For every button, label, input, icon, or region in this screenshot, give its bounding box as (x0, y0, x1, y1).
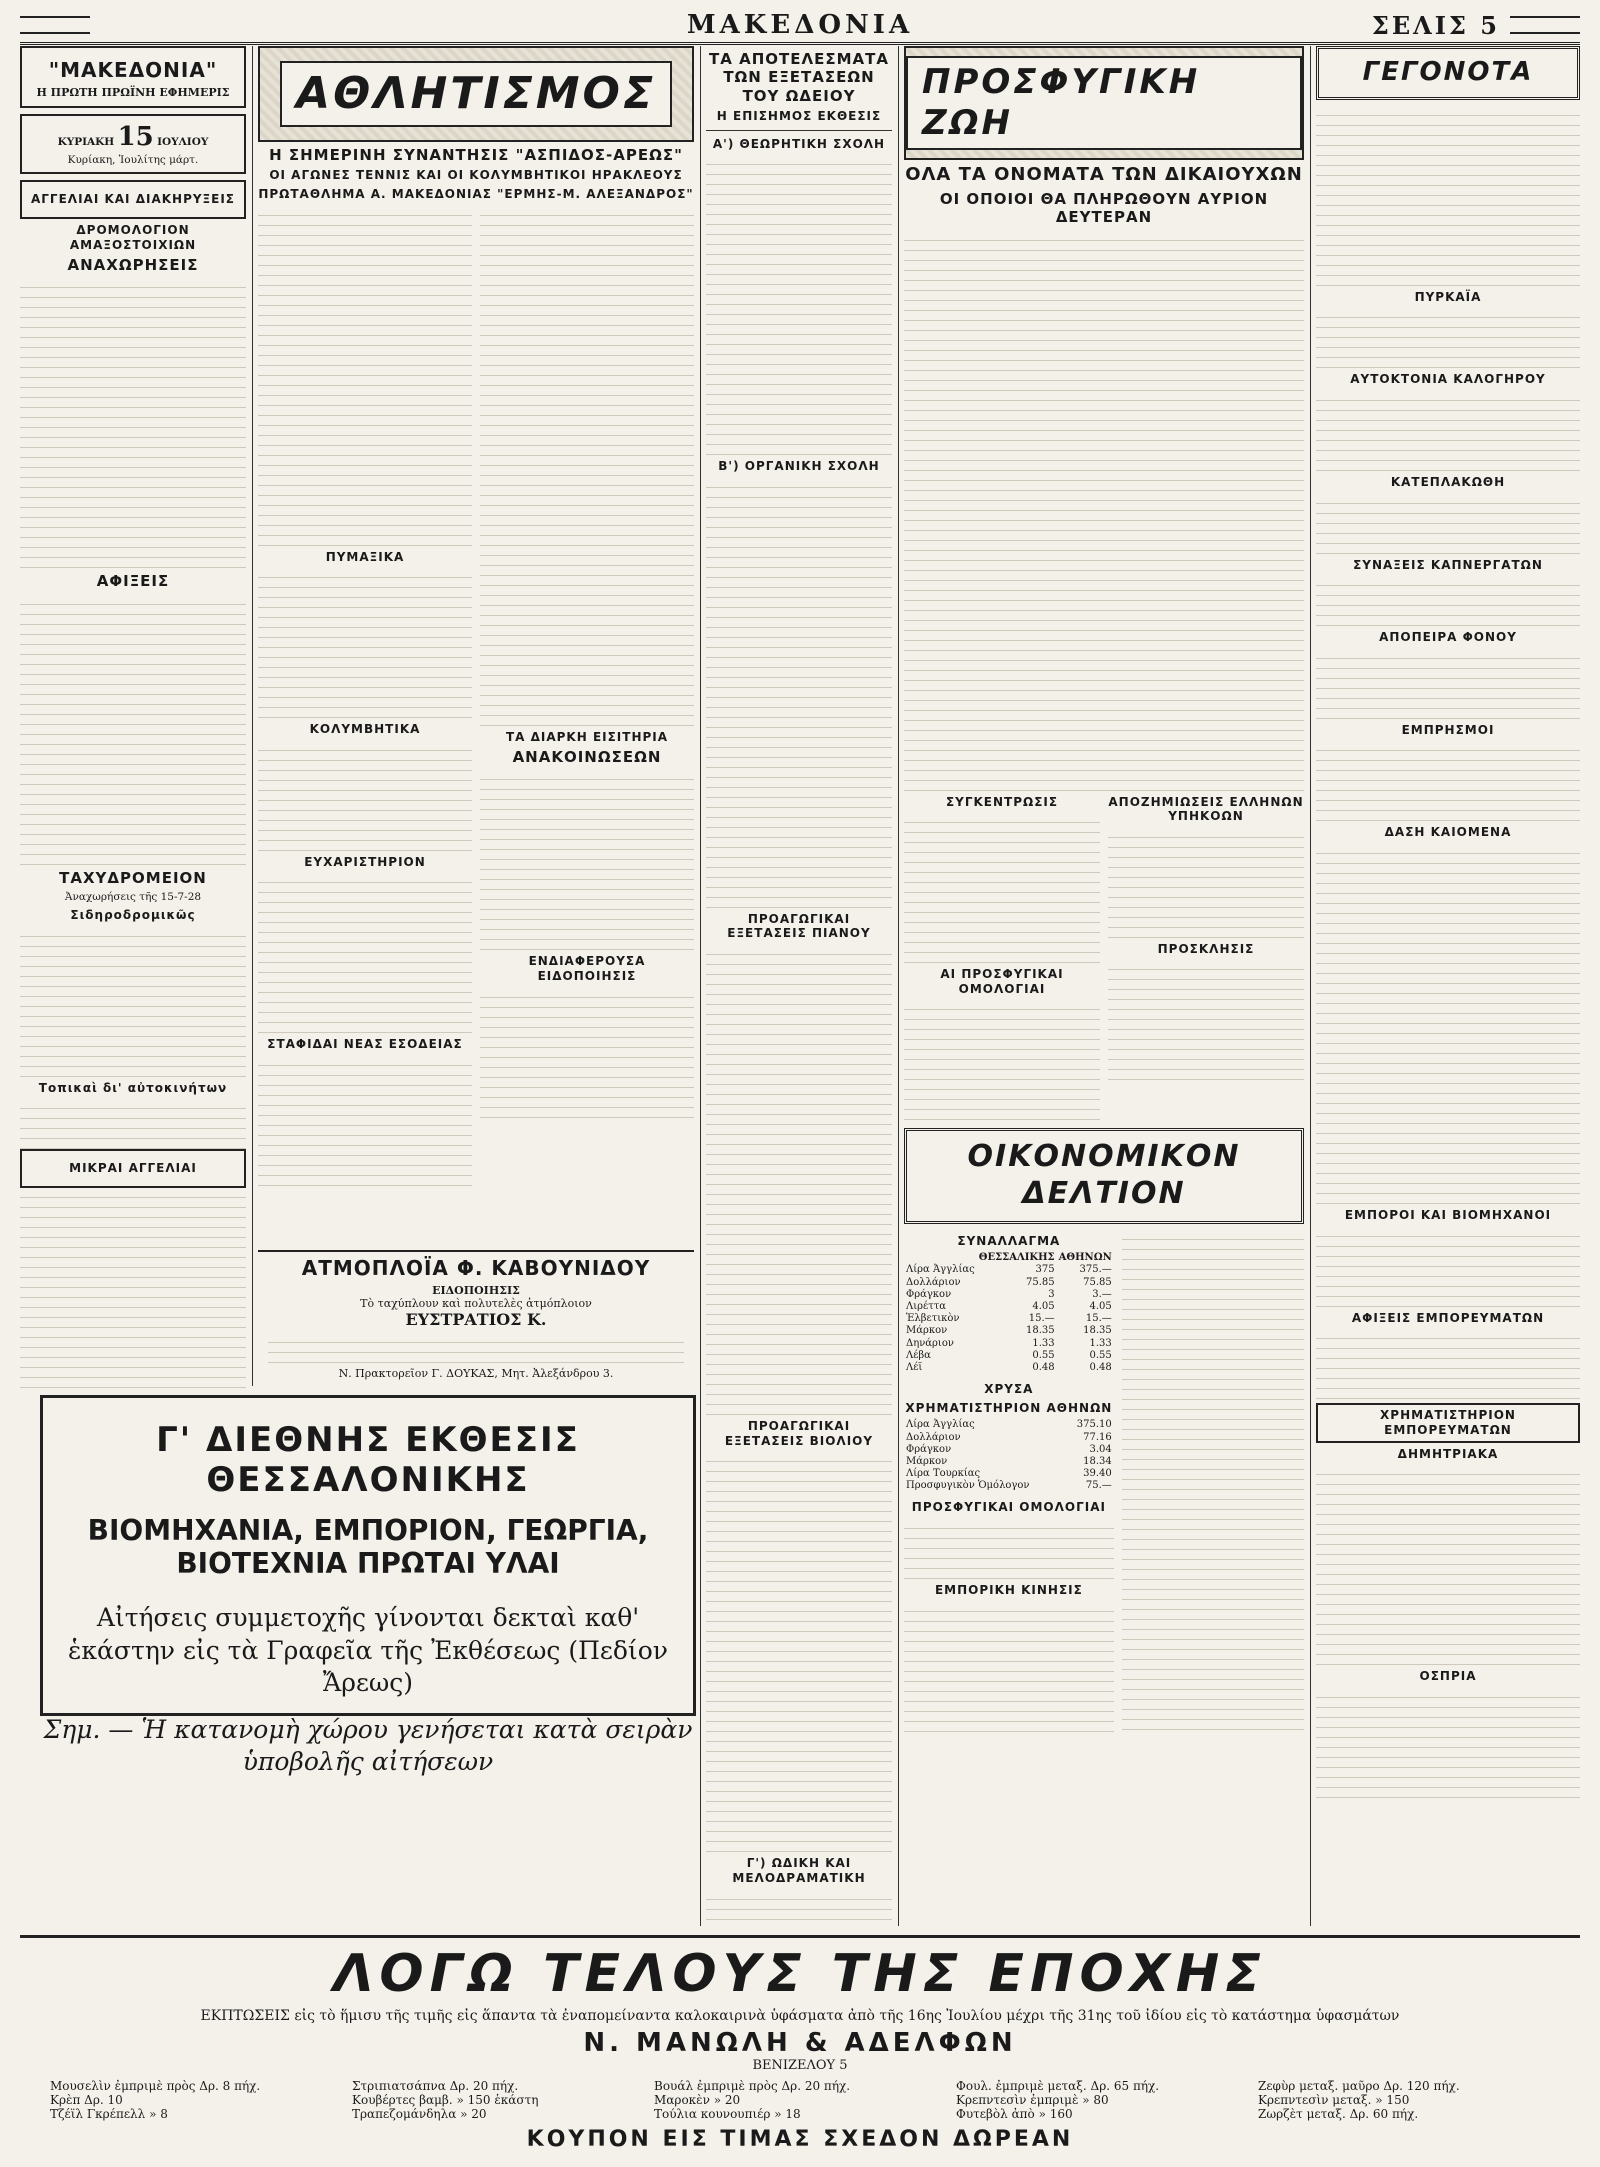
legumes-heading: ΟΣΠΡΙΑ (1419, 1669, 1477, 1684)
sports-subcol (480, 206, 694, 1187)
column-sports (258, 46, 694, 1391)
text-lines (20, 1099, 246, 1149)
rate-value: 1.33 (1089, 1337, 1112, 1349)
merchants-heading: ΕΜΠΟΡΟΙ ΚΑΙ ΒΙΟΜΗΧΑΝΟΙ (1344, 1208, 1552, 1223)
fx-header-row (904, 1252, 1114, 1264)
fx-row (904, 1350, 1114, 1362)
text-lines (904, 813, 1100, 963)
currency-name: Φράγκον (906, 1288, 952, 1300)
text-lines (706, 945, 892, 1415)
instrument-heading: Β') ΟΡΓΑΝΙΚΗ ΣΧΟΛΗ (718, 459, 880, 474)
steamship-text: Τὸ ταχύπλουν καὶ πολυτελὲς ἀτμόπλοιον (360, 1297, 592, 1310)
price-item: Κρὲπ Δρ. 10 (50, 2093, 123, 2107)
column-refugees (904, 46, 1304, 1926)
currency-name: Λέϊ (906, 1361, 923, 1373)
currency-name: Δολλάριον (906, 1276, 961, 1288)
exchange-row (904, 1419, 1114, 1431)
date-note: Κυρίακη, Ἰουλίτης μάρτ. (67, 153, 199, 166)
currency-name: Λέβα (906, 1349, 931, 1361)
text-lines (258, 568, 472, 718)
exchange-value: 75.— (1085, 1480, 1112, 1492)
date-box (20, 114, 246, 175)
fx-col-header: ΑΘΗΝΩΝ (1058, 1252, 1112, 1264)
text-lines (1316, 1465, 1580, 1665)
text-lines (20, 278, 246, 568)
column-rule (252, 46, 253, 1386)
masthead-title: "ΜΑΚΕΔΟΝΙΑ" (48, 58, 218, 82)
text-lines (20, 927, 246, 1077)
text-lines (1316, 1227, 1580, 1307)
text-lines (480, 770, 694, 950)
text-lines (904, 1000, 1100, 1120)
price-item: Τζέϊλ Γκρέπελλ » 8 (50, 2107, 168, 2121)
fx-row (904, 1325, 1114, 1337)
exchange-item: Μάρκον (906, 1455, 948, 1467)
steamship-agent: Ν. Πρακτορεῖον Γ. ΔΟΥΚΑΣ, Μητ. Ἀλεξάνδρου 3. (338, 1367, 614, 1380)
exchange-value: 18.34 (1083, 1455, 1112, 1467)
rate-value: 0.48 (1089, 1361, 1112, 1373)
refugee-bonds-heading: ΠΡΟΣΦΥΓΙΚΑΙ ΟΜΟΛΟΓΙΑΙ (911, 1500, 1106, 1515)
date-month: ΙΟΥΛΙΟΥ (157, 135, 209, 148)
exchange-row (904, 1444, 1114, 1456)
column-info (20, 46, 246, 1391)
rate-value: 0.48 (1032, 1361, 1055, 1373)
swimming-heading: ΚΟΛΥΜΒΗΤΙΚΑ (309, 722, 421, 737)
finance-subcol (1122, 1230, 1304, 1732)
text-lines (706, 1452, 892, 1852)
cereals-heading: ΔΗΜΗΤΡΙΑΚΑ (1397, 1446, 1499, 1461)
header-ornament (1510, 16, 1580, 34)
header-ornament (20, 16, 90, 34)
violin-exams-heading: ΠΡΟΑΓΩΓΙΚΑΙ ΕΞΕΤΑΣΕΙΣ ΒΙΟΛΙΟΥ (724, 1419, 874, 1448)
schedule-title: ΔΡΟΜΟΛΟΓΙΟΝ ΑΜΑΞΟΣΤΟΙΧΙΩΝ (69, 222, 197, 252)
gold-heading: ΧΡΥΣΑ (984, 1382, 1034, 1397)
fx-row (904, 1362, 1114, 1374)
exchange-item: Φράγκον (906, 1443, 952, 1455)
rate-value: 3 (1048, 1288, 1055, 1300)
date-day: ΚΥΡΙΑΚΗ (57, 135, 115, 148)
fx-col-header: ΘΕΣΣΑΛΙΚΗΣ (978, 1252, 1055, 1264)
thanks-heading: ΕΥΧΑΡΙΣΤΗΡΙΟΝ (304, 854, 426, 869)
exchange-row (904, 1432, 1114, 1444)
refugee-subcols (904, 791, 1304, 1121)
arrivals-heading: ΑΦΙΞΕΙΣ (96, 572, 170, 591)
theory-heading: Α') ΘΕΩΡΗΤΙΚΗ ΣΧΟΛΗ (712, 136, 886, 151)
masthead-box (20, 46, 246, 108)
column-rule (898, 46, 899, 1926)
rate-value: 75.85 (1083, 1276, 1112, 1288)
raisins-heading: ΣΤΑΦΙΔΑΙ ΝΕΑΣ ΕΣΟΔΕΙΑΣ (267, 1037, 463, 1052)
rate-value: 75.85 (1026, 1276, 1055, 1288)
meeting-heading: ΣΥΓΚΕΝΤΡΩΣΙΣ (945, 794, 1059, 809)
price-item: Φυτεβὸλ ἀπὸ » 160 (956, 2107, 1073, 2121)
text-lines (1108, 960, 1304, 1080)
sale-advertisement (20, 1935, 1580, 2160)
monk-suicide-heading: ΑΥΤΟΚΤΟΝΙΑ ΚΑΛΟΓΗΡΟΥ (1350, 372, 1546, 387)
small-ads-title: ΜΙΚΡΑΙ ΑΓΓΕΛΙΑΙ (69, 1161, 197, 1176)
sports-banner (258, 46, 694, 142)
sale-firm: Ν. ΜΑΝΩΛΗ & ΑΔΕΛΦΩΝ (583, 2028, 1017, 2058)
fx-row (904, 1301, 1114, 1313)
exchange-row (904, 1456, 1114, 1468)
local-heading: Τοπικαὶ δι' αὐτοκινήτων (38, 1080, 228, 1095)
compensation-heading: ΑΠΟΖΗΜΙΩΣΕΙΣ ΕΛΛΗΝΩΝ ΥΠΗΚΟΩΝ (1108, 794, 1304, 824)
column-rule (1310, 46, 1311, 1926)
steamship-title: ΑΤΜΟΠΛΟΪΑ Φ. ΚΑΒΟΥΝΙΔΟΥ (301, 1256, 651, 1280)
text-lines (1108, 828, 1304, 938)
exchange-value: 77.16 (1083, 1431, 1112, 1443)
currency-name: Ἑλβετικὸν (906, 1313, 960, 1325)
commerce-heading: ΕΜΠΟΡΙΚΗ ΚΙΝΗΣΙΣ (934, 1583, 1083, 1598)
refugee-banner (904, 46, 1304, 160)
refugee-banner-title: ΠΡΟΣΦΥΓΙΚΗ ΖΩΗ (906, 56, 1302, 151)
text-lines (706, 478, 892, 908)
post-heading: ΤΑΧΥΔΡΟΜΕΙΟΝ (59, 868, 207, 887)
price-item: Ζεφὺρ μεταξ. μαῦρο Δρ. 120 πήχ. (1258, 2079, 1460, 2093)
text-lines (258, 206, 472, 546)
text-lines (480, 206, 694, 726)
tobacco-workers-heading: ΣΥΝΑΞΕΙΣ ΚΑΠΝΕΡΓΑΤΩΝ (1353, 557, 1543, 572)
small-ads-box (20, 1149, 246, 1188)
permanent-tickets-heading: ΤΑ ΔΙΑΡΚΗ ΕΙΣΙΤΗΡΙΑ (505, 729, 669, 744)
sale-discounts: ΕΚΠΤΩΣΕΙΣ εἰς τὸ ἥμισυ τῆς τιμῆς εἰς ἅπαντα τὰ ἐναπομείναντα καλοκαιρινὰ ὑφάσματα ἀπὸ τῆς 16ης Ἰουλίου μέχρι τῆς 31ης τοῦ ἰδίου εἰς τὸ κατάστημα ὑφασμάτων (200, 2008, 1400, 2024)
refugee-subcol (1108, 791, 1304, 1121)
text-lines (480, 988, 694, 1118)
text-lines (1316, 308, 1580, 368)
rate-value: 4.05 (1089, 1300, 1112, 1312)
price-item: Στριπιατσάπνα Δρ. 20 πήχ. (352, 2079, 519, 2093)
text-lines (20, 1188, 246, 1388)
sale-address: ΒΕΝΙΖΕΛΟΥ 5 (752, 2058, 848, 2073)
refugee-subtitle: ΟΙ ΟΠΟΙΟΙ ΘΑ ΠΛΗΡΩΘΟΥΝ ΑΥΡΙΟΝ ΔΕΥΤΕΡΑΝ (939, 189, 1269, 227)
rate-value: 0.55 (1032, 1349, 1055, 1361)
forest-fires-heading: ΔΑΣΗ ΚΑΙΟΜΕΝΑ (1384, 825, 1512, 840)
rate-value: 375.— (1079, 1264, 1112, 1276)
currency-name: Λίρα Ἀγγλίας (906, 1264, 975, 1276)
sports-headline-2: ΟΙ ΑΓΩΝΕΣ ΤΕΝΝΙΣ ΚΑΙ ΟΙ ΚΟΛΥΜΒΗΤΙΚΟΙ ΗΡΑΚΛΕΟΥΣ (269, 168, 683, 183)
price-item: Μαροκὲν » 20 (654, 2093, 741, 2107)
boxing-heading: ΠΥΜΑΞΙΚΑ (325, 549, 405, 564)
text-lines (904, 231, 1304, 791)
price-item: Βουάλ ἐμπριμὲ πρὸς Δρ. 20 πήχ. (654, 2079, 851, 2093)
attempted-murder-heading: ΑΠΟΠΕΙΡΑ ΦΟΝΟΥ (1379, 630, 1517, 645)
rate-value: 3.— (1092, 1288, 1112, 1300)
finance-body (904, 1230, 1304, 1732)
text-lines (706, 155, 892, 455)
rate-value: 15.— (1028, 1313, 1055, 1325)
exchange-row (904, 1480, 1114, 1492)
events-title: ΓΕΓΟΝΟΤΑ (1316, 46, 1580, 100)
date-number: 15 (117, 121, 154, 152)
rate-value: 1.33 (1032, 1337, 1055, 1349)
text-lines (904, 1519, 1114, 1579)
price-item: Κουβέρτες βαμβ. » 150 ἑκάστη (352, 2093, 539, 2107)
currency-name: Μάρκον (906, 1325, 948, 1337)
conservatory-title: ΤΑ ΑΠΟΤΕΛΕΣΜΑΤΑ ΤΩΝ ΕΞΕΤΑΣΕΩΝ ΤΟΥ ΩΔΕΙΟΥ (709, 50, 889, 105)
fx-heading: ΣΥΝΑΛΛΑΓΜΑ (957, 1233, 1061, 1248)
expo-title: Γ' ΔΙΕΘΝΗΣ ΕΚΘΕΣΙΣ ΘΕΣΣΑΛΟΝΙΚΗΣ (156, 1420, 580, 1500)
masthead-subtitle: Η ΠΡΩΤΗ ΠΡΩΪΝΗ ΕΦΗΜΕΡΙΣ (36, 86, 230, 100)
steamship-name: ΕΥΣΤΡΑΤΙΟΣ Κ. (405, 1310, 547, 1329)
steamship-subtitle: ΕΙΔΟΠΟΙΗΣΙΣ (432, 1284, 520, 1297)
fx-row (904, 1289, 1114, 1301)
post-date: Ἀναχωρήσεις τῆς 15-7-28 (64, 891, 202, 904)
exchange-row (904, 1468, 1114, 1480)
exchange-item: Λίρα Ἀγγλίας (906, 1419, 975, 1431)
exchange-table (904, 1419, 1114, 1492)
fx-row (904, 1277, 1114, 1289)
fx-table (904, 1252, 1114, 1374)
currency-name: Λιρέττα (906, 1300, 947, 1312)
vocal-heading: Γ') ΩΔΙΚΗ ΚΑΙ ΜΕΛΟΔΡΑΜΑΤΙΚΗ (732, 1856, 866, 1885)
text-lines (268, 1333, 684, 1363)
currency-name: Δηνάριον (906, 1337, 954, 1349)
expo-note: Σημ. — Ἡ κατανομὴ χώρου γενήσεται κατὰ σειρὰν ὑποβολῆς αἰτήσεων (43, 1714, 693, 1776)
text-lines (1316, 1688, 1580, 1798)
text-lines (1316, 391, 1580, 471)
price-item: Τούλια κουνουπιέρ » 18 (654, 2107, 801, 2121)
column-rule (700, 46, 701, 1926)
price-item: Φουλ. ἐμπριμὲ μεταξ. Δρ. 65 πήχ. (956, 2079, 1160, 2093)
price-item: Κρεπντεσὶν μεταξ. » 150 (1258, 2093, 1410, 2107)
finance-subcol (904, 1230, 1114, 1732)
text-lines (1316, 844, 1580, 1204)
expo-subtitle: ΒΙΟΜΗΧΑΝΙΑ, ΕΜΠΟΡΙΟΝ, ΓΕΩΡΓΙΑ, ΒΙΟΤΕΧΝΙΑ ΠΡΩΤΑΙ ΥΛΑΙ (87, 1514, 649, 1580)
goods-arrivals-heading: ΑΦΙΞΕΙΣ ΕΜΠΟΡΕΥΜΑΤΩΝ (1351, 1310, 1545, 1325)
exchange-item: Λίρα Τουρκίας (906, 1468, 981, 1480)
notice-heading: ΕΝΔΙΑΦΕΡΟΥΣΑ ΕΙΔΟΠΟΙΗΣΙΣ (528, 954, 646, 984)
sports-body (258, 206, 694, 1187)
piano-exams-heading: ΠΡΟΑΓΩΓΙΚΑΙ ΕΞΕΤΑΣΕΙΣ ΠΙΑΝΟΥ (727, 911, 871, 941)
bonds-heading: ΑΙ ΠΡΟΣΦΥΓΙΚΑΙ ΟΜΟΛΟΓΙΑΙ (940, 967, 1064, 996)
rate-value: 18.35 (1026, 1325, 1055, 1337)
refugee-title: ΟΛΑ ΤΑ ΟΝΟΜΑΤΑ ΤΩΝ ΔΙΚΑΙΟΥΧΩΝ (905, 164, 1303, 185)
fx-row (904, 1338, 1114, 1350)
exchange-value: 3.04 (1089, 1443, 1112, 1455)
refugee-subcol (904, 791, 1100, 1121)
sale-coupon: ΚΟΥΠΟΝ ΕΙΣ ΤΙΜΑΣ ΣΧΕΔΟΝ ΔΩΡΕΑΝ (526, 2127, 1074, 2152)
text-lines (706, 1890, 892, 1926)
sports-subcol (258, 206, 472, 1187)
invite-heading: ΠΡΟΣΚΛΗΣΙΣ (1157, 941, 1255, 956)
rail-heading: Σιδηροδρομικῶς (70, 907, 196, 922)
page-header (20, 8, 1580, 45)
text-lines (1316, 494, 1580, 554)
arson-heading: ΕΜΠΡΗΣΜΟΙ (1401, 722, 1495, 737)
text-lines (1122, 1230, 1304, 1730)
rate-value: 4.05 (1032, 1300, 1055, 1312)
rate-value: 18.35 (1083, 1325, 1112, 1337)
rate-value: 0.55 (1089, 1349, 1112, 1361)
departures-heading: ΑΝΑΧΩΡΗΣΕΙΣ (67, 256, 199, 275)
text-lines (1316, 106, 1580, 286)
column-events (1316, 46, 1580, 1926)
text-lines (1316, 649, 1580, 719)
text-lines (1316, 576, 1580, 626)
finance-bulletin-title: ΟΙΚΟΝΟΜΙΚΟΝ ΔΕΛΤΙΟΝ (904, 1128, 1304, 1223)
sale-headline: ΛΟΓΩ ΤΕΛΟΥΣ ΤΗΣ ΕΠΟΧΗΣ (333, 1944, 1267, 2004)
fx-row (904, 1313, 1114, 1325)
conservatory-subtitle: Η ΕΠΙΣΗΜΟΣ ΕΚΘΕΣΙΣ (716, 108, 882, 123)
sports-headline-3: ΠΡΩΤΑΘΛΗΜΑ Α. ΜΑΚΕΔΟΝΙΑΣ "ΕΡΜΗΣ-Μ. ΑΛΕΞΑΝΔΡΟΣ" (258, 186, 694, 201)
crushed-heading: ΚΑΤΕΠΛΑΚΩΘΗ (1390, 474, 1506, 489)
rate-value: 15.— (1085, 1313, 1112, 1325)
exchange-value: 39.40 (1083, 1468, 1112, 1480)
text-lines (1316, 1329, 1580, 1399)
text-lines (904, 1602, 1114, 1732)
expo-applications: Αἰτήσεις συμμετοχῆς γίνονται δεκταὶ καθ' ἑκάστην εἰς τὰ Γραφεῖα τῆς Ἐκθέσεως (Πεδίον Ἄρεως) (68, 1603, 668, 1697)
rate-value: 375 (1035, 1264, 1055, 1276)
text-lines (258, 873, 472, 1033)
fx-row (904, 1264, 1114, 1276)
expo-advertisement (40, 1395, 696, 1776)
commodities-exchange-heading: ΧΡΗΜΑΤΙΣΤΗΡΙΟΝ ΕΜΠΟΡΕΥΜΑΤΩΝ (1316, 1403, 1580, 1442)
exchange-heading: ΧΡΗΜΑΤΙΣΤΗΡΙΟΝ ΑΘΗΝΩΝ (905, 1400, 1113, 1415)
ads-notice (20, 180, 246, 219)
sports-headline-1: Η ΣΗΜΕΡΙΝΗ ΣΥΝΑΝΤΗΣΙΣ "ΑΣΠΙΔΟΣ-ΑΡΕΩΣ" (269, 146, 683, 164)
sports-banner-title: ΑΘΛΗΤΙΣΜΟΣ (280, 61, 672, 127)
price-item: Τραπεζομάνδηλα » 20 (352, 2107, 487, 2121)
text-lines (258, 741, 472, 851)
price-list (20, 2079, 1580, 2121)
exchange-value: 375.10 (1076, 1419, 1112, 1431)
exchange-item: Δολλάριον (906, 1431, 961, 1443)
fire-heading: ΠΥΡΚΑΪΑ (1414, 289, 1482, 304)
ads-title: ΑΓΓΕΛΙΑΙ ΚΑΙ ΔΙΑΚΗΡΥΞΕΙΣ (31, 192, 235, 207)
price-item: Κρεπντεσὶν ἐμπριμὲ » 80 (956, 2093, 1109, 2107)
divider (706, 130, 892, 131)
column-conservatory (706, 46, 892, 1926)
text-lines (1316, 741, 1580, 821)
price-item: Ζωρζὲτ μεταξ. Δρ. 60 πήχ. (1258, 2107, 1419, 2121)
announcements-heading: ΑΝΑΚΟΙΝΩΣΕΩΝ (512, 748, 662, 767)
steamship-notice (258, 1250, 694, 1382)
paper-name: ΜΑΚΕΔΟΝΙΑ (686, 10, 914, 40)
exchange-item: Προσφυγικὸν Ὁμόλογον (906, 1480, 1030, 1492)
text-lines (20, 595, 246, 865)
page-number: ΣΕΛΙΣ 5 (1371, 10, 1500, 40)
price-item: Μουσελὶν ἐμπριμὲ πρὸς Δρ. 8 πήχ. (50, 2079, 261, 2093)
text-lines (258, 1056, 472, 1186)
